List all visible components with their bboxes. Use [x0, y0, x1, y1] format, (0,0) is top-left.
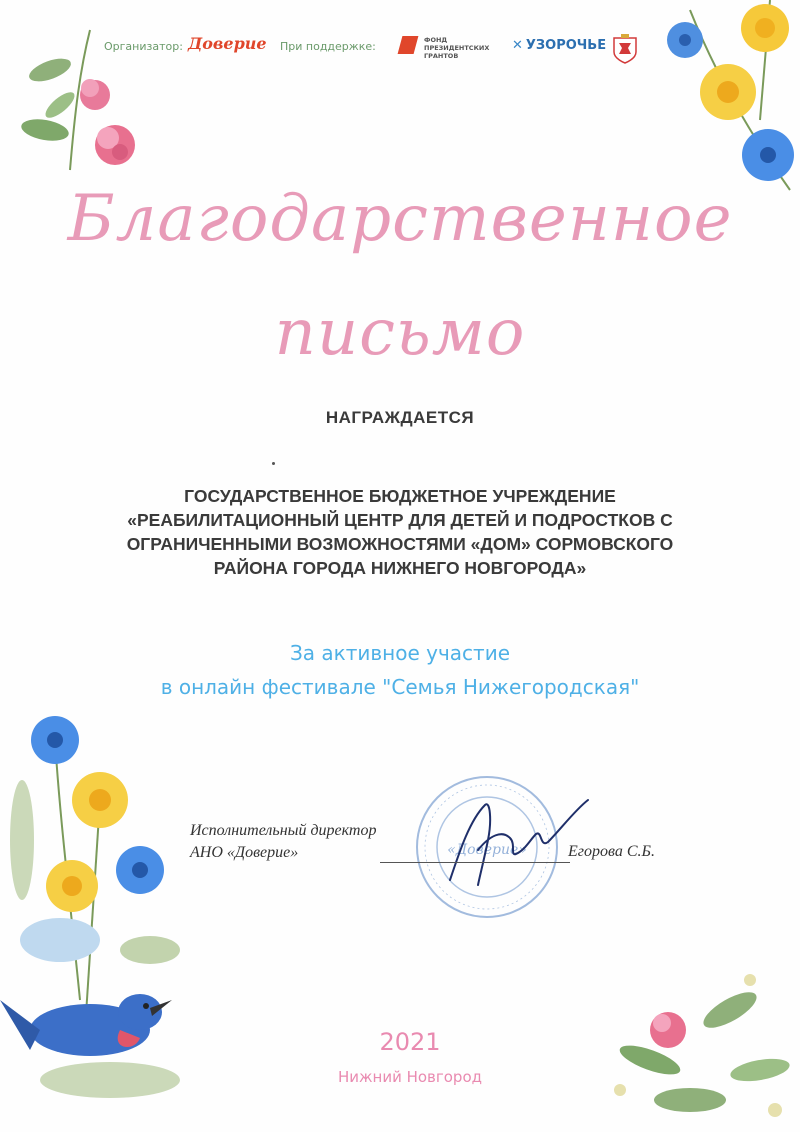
cornflower-dandelion-top-right — [650, 0, 800, 200]
fund-logo-mark-icon — [398, 36, 419, 54]
organizer-logo: Доверие — [188, 34, 267, 53]
recipient-block — [70, 484, 730, 580]
handwritten-signature — [430, 790, 590, 900]
presidential-grants-fund-logo — [400, 34, 490, 64]
reason-block — [60, 636, 740, 704]
fund-line-3: ГРАНТОВ — [424, 52, 459, 60]
organizer-label: Организатор: — [104, 40, 183, 53]
flowers-and-bird-bottom-left — [0, 700, 220, 1120]
signature-line — [380, 862, 570, 863]
reason-line-2: в онлайн фестивале "Семья Нижегородская" — [160, 675, 640, 699]
uzorochye-mark-icon: ✕ — [512, 38, 523, 53]
support-label: При поддержке: — [280, 40, 376, 53]
speck — [272, 462, 275, 465]
uzorochye-logo — [512, 38, 606, 53]
title-line-2: письмо — [274, 296, 526, 370]
recipient-line-3: ОГРАНИЧЕННЫМИ ВОЗМОЖНОСТЯМИ «ДОМ» СОРМОВСКОГО — [126, 534, 674, 554]
fund-line-2: ПРЕЗИДЕНТСКИХ — [424, 44, 490, 52]
coat-of-arms-icon — [612, 34, 638, 64]
signatory-role — [190, 820, 376, 864]
recipient-line-1: ГОСУДАРСТВЕННОЕ БЮДЖЕТНОЕ УЧРЕЖДЕНИЕ — [184, 486, 616, 506]
stamp-text: «Доверие» — [447, 842, 527, 858]
signatory-name: Егорова С.Б. — [568, 843, 655, 860]
year: 2021 — [379, 1028, 441, 1056]
fund-line-1: ФОНД — [424, 36, 448, 44]
recipient-line-2: «РЕАБИЛИТАЦИОННЫЙ ЦЕНТР ДЛЯ ДЕТЕЙ И ПОДРОСТКОВ С — [127, 510, 673, 530]
city: Нижний Новгород — [337, 1068, 483, 1086]
uzorochye-text: УЗОРОЧЬЕ — [525, 38, 607, 53]
signatory-role-line-1: Исполнительный директор — [190, 822, 377, 839]
reason-line-1: За активное участие — [289, 641, 511, 665]
sponsor-strip — [104, 34, 624, 64]
recipient-line-4: РАЙОНА ГОРОДА НИЖНЕГО НОВГОРОДА» — [213, 558, 587, 578]
title-line-1: Благодарственное — [67, 182, 733, 256]
awarded-label: НАГРАЖДАЕТСЯ — [325, 408, 475, 427]
signatory-role-line-2: АНО «Доверие» — [190, 844, 299, 861]
